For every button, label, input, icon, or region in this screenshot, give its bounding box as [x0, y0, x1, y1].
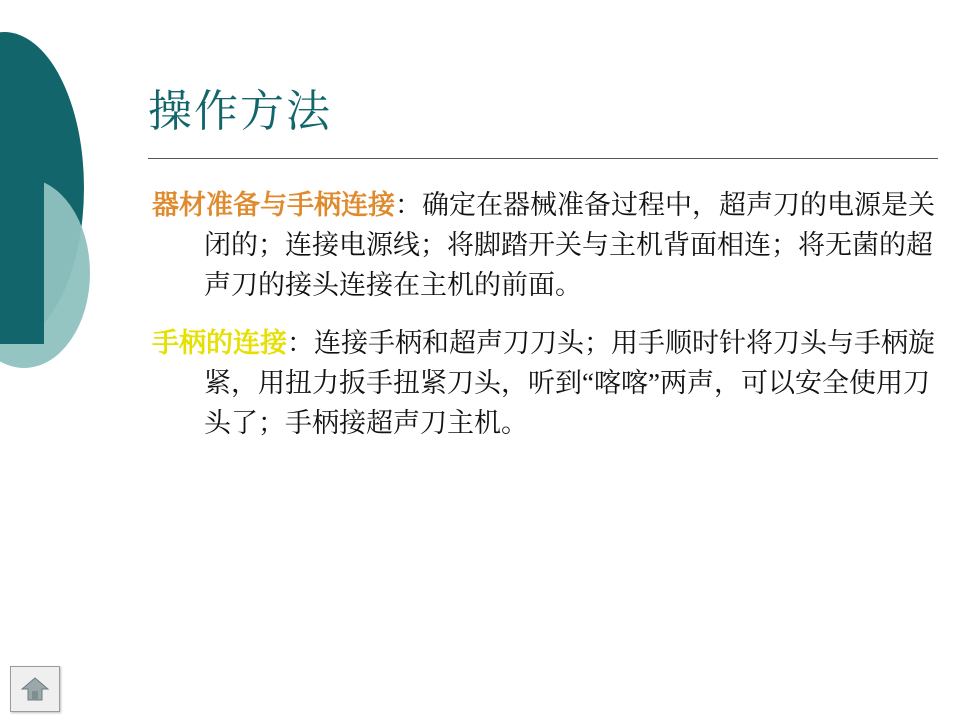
page-title: 操作方法 — [148, 87, 332, 136]
paragraph-2-text: ：连接手柄和超声刀刀头；用手顺时针将刀头与手柄旋紧，用扭力扳手扭紧刀头，听到“喀喀”两声，可以安全使用刀头了；手柄接超声刀主机。 — [204, 327, 935, 438]
paragraph-1-text: ：确定在器械准备过程中，超声刀的电源是关闭的；连接电源线；将脚踏开关与主机背面相连；将无菌的超声刀的接头连接在主机的前面。 — [204, 190, 935, 300]
paragraph-1-lead-in: 器材准备与手柄连接 — [152, 190, 395, 220]
paragraph-2 — [152, 324, 942, 444]
home-button[interactable] — [10, 666, 60, 712]
paragraph-2-lead-in: 手柄的连接 — [152, 327, 287, 358]
body-content — [152, 186, 942, 458]
home-icon — [21, 676, 49, 702]
decorative-circle-overlap — [0, 178, 44, 344]
paragraph-1 — [152, 186, 942, 306]
title-divider — [148, 158, 938, 159]
